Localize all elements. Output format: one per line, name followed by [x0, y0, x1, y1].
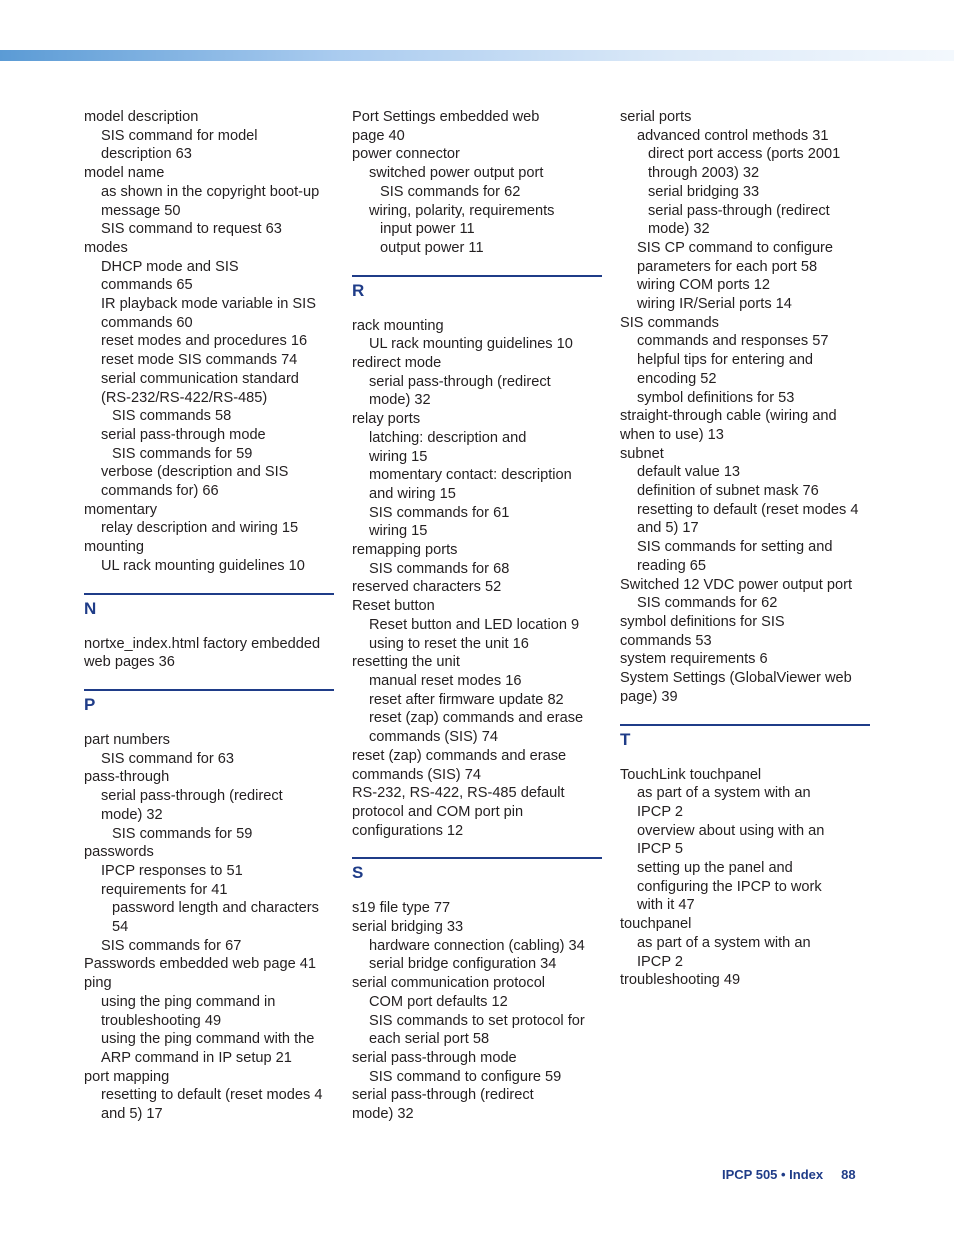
- index-subentry: latching: description and: [369, 429, 527, 446]
- index-entry: model description: [84, 109, 199, 125]
- index-subentry: parameters for each port 58: [637, 258, 818, 275]
- page-footer: [722, 1167, 882, 1182]
- index-subentry: wiring COM ports 12: [637, 277, 771, 294]
- index-column-2: [352, 108, 602, 1124]
- index-entry: serial ports: [620, 109, 692, 125]
- index-subentry: resetting to default (reset modes 4: [637, 501, 859, 518]
- index-subentry: (RS-232/RS-422/RS-485): [101, 389, 268, 406]
- index-subentry: DHCP mode and SIS: [101, 258, 239, 275]
- index-subentry: SIS commands for 59: [112, 825, 253, 842]
- index-entry: System Settings (GlobalViewer web: [620, 670, 852, 687]
- index-entry: pass-through: [84, 769, 170, 786]
- index-subentry: 54: [112, 919, 129, 936]
- index-subentry: mode) 32: [101, 806, 163, 823]
- index-subentry: IPCP 2: [637, 953, 683, 970]
- index-subentry: manual reset modes 16: [369, 672, 522, 689]
- index-subentry: definition of subnet mask 76: [637, 483, 819, 500]
- index-subentry: SIS commands for 59: [112, 445, 253, 462]
- index-subentry: SIS command for model: [101, 127, 258, 144]
- index-subentry: serial bridge configuration 34: [369, 956, 557, 973]
- index-entry: nortxe_index.html factory embedded: [84, 635, 321, 652]
- section-heading-n: N: [84, 593, 334, 620]
- index-subentry: using to reset the unit 16: [369, 635, 529, 652]
- index-subentry: each serial port 58: [369, 1031, 490, 1048]
- index-entry: Port Settings embedded web: [352, 109, 540, 125]
- index-entry: page 40: [352, 127, 405, 144]
- index-subentry: serial bridging 33: [648, 183, 760, 200]
- index-subentry: setting up the panel and: [637, 860, 793, 877]
- index-subentry: input power 11: [380, 221, 475, 238]
- index-subentry: serial pass-through (redirect: [101, 788, 283, 805]
- index-entry: mode) 32: [352, 1106, 414, 1123]
- index-subentry: and 5) 17: [101, 1106, 163, 1123]
- index-entry: configurations 12: [352, 822, 464, 839]
- index-subentry: verbose (description and SIS: [101, 464, 289, 481]
- index-entry: model name: [84, 165, 165, 182]
- index-entry: system requirements 6: [620, 651, 768, 668]
- index-entry: momentary: [84, 501, 157, 518]
- index-subentry: UL rack mounting guidelines 10: [369, 336, 573, 353]
- index-subentry: hardware connection (cabling) 34: [369, 937, 585, 954]
- index-subentry: IPCP 5: [637, 841, 683, 858]
- index-subentry: as part of a system with an: [637, 934, 811, 951]
- index-entry: troubleshooting 49: [620, 972, 741, 989]
- index-subentry: through 2003) 32: [648, 165, 760, 182]
- index-subentry: SIS commands for 61: [369, 504, 510, 521]
- index-entry: modes: [84, 239, 128, 256]
- index-subentry: commands for) 66: [101, 483, 219, 500]
- section-heading-p: P: [84, 689, 334, 716]
- index-subentry: as shown in the copyright boot-up: [101, 183, 320, 200]
- index-entry: passwords: [84, 844, 154, 861]
- index-subentry: symbol definitions for 53: [637, 389, 795, 406]
- index-subentry: reset mode SIS commands 74: [101, 352, 298, 369]
- index-subentry: message 50: [101, 202, 181, 219]
- index-entry: remapping ports: [352, 542, 458, 559]
- index-subentry: direct port access (ports 2001: [648, 146, 841, 163]
- index-subentry: requirements for 41: [101, 881, 228, 898]
- index-entry: page) 39: [620, 688, 678, 705]
- index-subentry: serial communication standard: [101, 370, 299, 387]
- index-entry: mounting: [84, 539, 145, 556]
- index-entry: SIS commands: [620, 314, 719, 331]
- index-entry: serial communication protocol: [352, 975, 546, 992]
- header-gradient-bar: [0, 50, 954, 61]
- index-subentry: reset (zap) commands and erase: [369, 710, 584, 727]
- index-subentry: SIS CP command to configure: [637, 239, 834, 256]
- index-subentry: mode) 32: [369, 392, 431, 409]
- index-entry: straight-through cable (wiring and: [620, 408, 837, 425]
- index-subentry: commands (SIS) 74: [369, 729, 498, 746]
- index-subentry: SIS commands 58: [112, 408, 232, 425]
- index-subentry: default value 13: [637, 464, 741, 481]
- index-subentry: with it 47: [637, 897, 695, 914]
- index-subentry: configuring the IPCP to work: [637, 878, 822, 895]
- index-subentry: description 63: [101, 146, 192, 163]
- index-subentry: wiring 15: [369, 448, 428, 465]
- index-entry: Passwords embedded web page 41: [84, 956, 317, 973]
- index-entry: ping: [84, 975, 112, 992]
- index-subentry: commands 65: [101, 277, 193, 294]
- index-subentry: SIS command to request 63: [101, 221, 282, 238]
- index-subentry: UL rack mounting guidelines 10: [101, 557, 305, 574]
- index-subentry: SIS commands to set protocol for: [369, 1012, 585, 1029]
- index-subentry: mode) 32: [648, 221, 710, 238]
- index-subentry: Reset button and LED location 9: [369, 616, 580, 633]
- index-subentry: ARP command in IP setup 21: [101, 1049, 292, 1066]
- index-subentry: SIS command to configure 59: [369, 1068, 562, 1085]
- index-subentry: using the ping command with the: [101, 1031, 315, 1048]
- index-entry: web pages 36: [84, 654, 175, 671]
- index-entry: TouchLink touchpanel: [620, 766, 762, 783]
- index-subentry: IPCP responses to 51: [101, 862, 243, 879]
- index-subentry: helpful tips for entering and: [637, 352, 814, 369]
- index-entry: Switched 12 VDC power output port: [620, 576, 853, 593]
- index-entry: relay ports: [352, 411, 421, 428]
- index-subentry: SIS commands for 62: [637, 595, 778, 612]
- section-heading-r: R: [352, 275, 602, 302]
- index-subentry: and 5) 17: [637, 520, 699, 537]
- index-subentry: reset after firmware update 82: [369, 691, 564, 708]
- index-subentry: SIS command for 63: [101, 750, 235, 767]
- index-entry: rack mounting: [352, 317, 444, 334]
- index-subentry: wiring, polarity, requirements: [369, 202, 555, 219]
- index-entry: symbol definitions for SIS: [620, 613, 785, 630]
- index-entry: serial pass-through mode: [352, 1049, 517, 1066]
- index-subentry: resetting to default (reset modes 4: [101, 1087, 323, 1104]
- index-subentry: SIS commands for setting and: [637, 539, 833, 556]
- index-entry: protocol and COM port pin: [352, 803, 524, 820]
- index-entry: serial bridging 33: [352, 919, 464, 936]
- section-heading-s: S: [352, 857, 602, 884]
- index-column-1: [84, 108, 334, 1124]
- index-entry: resetting the unit: [352, 654, 460, 671]
- index-entry: touchpanel: [620, 916, 692, 933]
- index-entry: s19 file type 77: [352, 900, 451, 917]
- index-subentry: encoding 52: [637, 370, 717, 387]
- index-subentry: SIS commands for 62: [380, 183, 521, 200]
- index-subentry: serial pass-through mode: [101, 426, 266, 443]
- index-subentry: reading 65: [637, 557, 706, 574]
- index-subentry: relay description and wiring 15: [101, 520, 299, 537]
- index-subentry: overview about using with an: [637, 822, 825, 839]
- index-entry: subnet: [620, 445, 664, 462]
- index-subentry: as part of a system with an: [637, 785, 811, 802]
- index-subentry: reset modes and procedures 16: [101, 333, 308, 350]
- index-subentry: wiring IR/Serial ports 14: [637, 296, 792, 313]
- index-entry: port mapping: [84, 1068, 170, 1085]
- index-subentry: commands and responses 57: [637, 333, 829, 350]
- index-subentry: serial pass-through (redirect: [648, 202, 830, 219]
- index-column-3: [620, 108, 870, 990]
- index-subentry: IR playback mode variable in SIS: [101, 296, 316, 313]
- index-entry: commands (SIS) 74: [352, 766, 481, 783]
- page-number: 88: [841, 1167, 856, 1182]
- index-entry: when to use) 13: [620, 426, 724, 443]
- index-subentry: output power 11: [380, 239, 484, 256]
- index-subentry: IPCP 2: [637, 803, 683, 820]
- index-entry: Reset button: [352, 598, 435, 615]
- index-subentry: advanced control methods 31: [637, 127, 829, 144]
- index-subentry: wiring 15: [369, 523, 428, 540]
- index-subentry: SIS commands for 68: [369, 560, 510, 577]
- index-entry: reset (zap) commands and erase: [352, 747, 567, 764]
- index-subentry: password length and characters: [112, 900, 319, 917]
- index-entry: commands 53: [620, 632, 712, 649]
- index-entry: RS-232, RS-422, RS-485 default: [352, 785, 565, 802]
- index-subentry: commands 60: [101, 314, 193, 331]
- index-subentry: troubleshooting 49: [101, 1012, 222, 1029]
- index-subentry: using the ping command in: [101, 993, 276, 1010]
- index-entry: reserved characters 52: [352, 579, 502, 596]
- index-subentry: SIS commands for 67: [101, 937, 242, 954]
- section-heading-t: T: [620, 724, 870, 751]
- index-subentry: COM port defaults 12: [369, 993, 508, 1010]
- footer-doc-label: IPCP 505 • Index: [722, 1167, 824, 1182]
- index-entry: part numbers: [84, 731, 170, 748]
- index-entry: serial pass-through (redirect: [352, 1087, 534, 1104]
- index-subentry: serial pass-through (redirect: [369, 373, 551, 390]
- index-subentry: momentary contact: description: [369, 467, 572, 484]
- index-entry: power connector: [352, 146, 460, 163]
- index-subentry: switched power output port: [369, 165, 544, 182]
- index-subentry: and wiring 15: [369, 485, 456, 502]
- index-entry: redirect mode: [352, 355, 442, 372]
